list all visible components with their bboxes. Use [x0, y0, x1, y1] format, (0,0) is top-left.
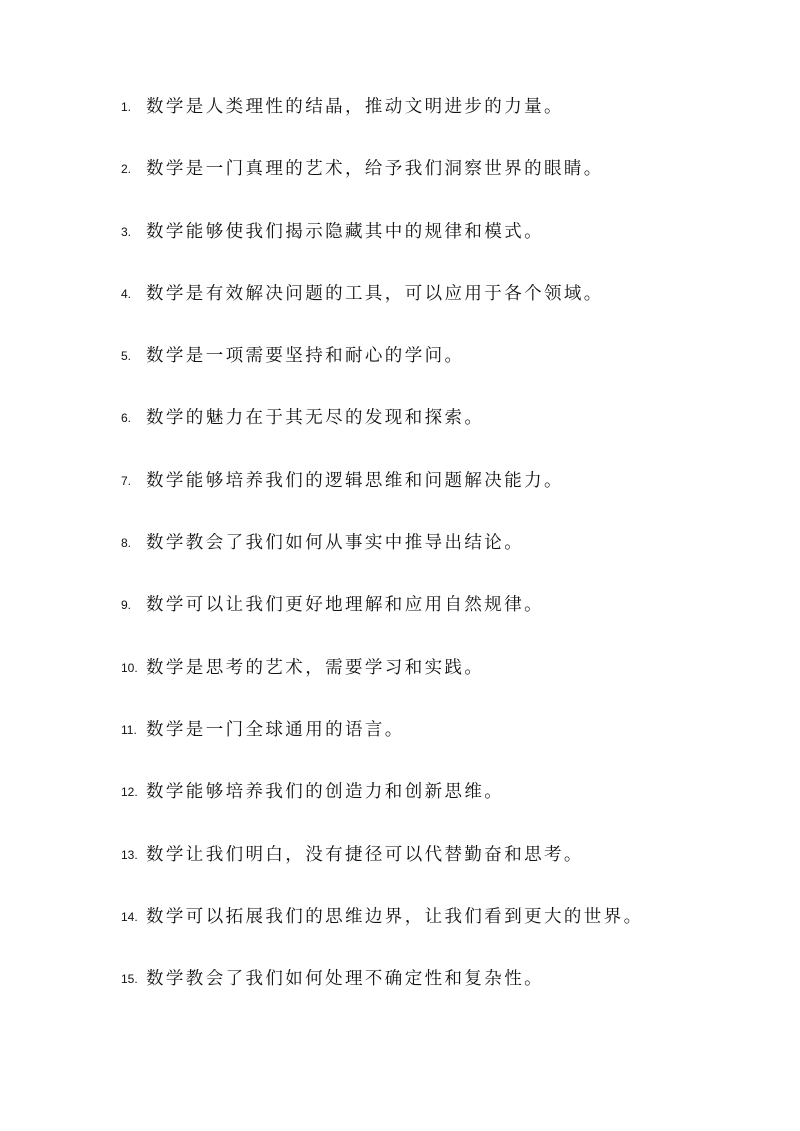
item-number: 9. [121, 598, 132, 613]
item-text: 数学是人类理性的结晶，推动文明进步的力量。 [146, 97, 564, 117]
list-item [121, 341, 781, 403]
item-text: 数学是一项需要坚持和耐心的学问。 [146, 346, 465, 367]
list-item [121, 777, 781, 839]
item-text: 数学能够培养我们的逻辑思维和问题解决能力。 [146, 470, 564, 491]
quote-list [121, 92, 781, 1026]
list-item [121, 217, 781, 279]
list-item [121, 403, 781, 465]
item-text: 数学让我们明白，没有捷径可以代替勤奋和思考。 [146, 844, 584, 865]
list-item [121, 590, 781, 652]
item-text: 数学可以让我们更好地理解和应用自然规律。 [146, 595, 544, 616]
item-number: 2. [121, 162, 132, 177]
list-item [121, 964, 781, 1026]
item-text: 数学教会了我们如何从事实中推导出结论。 [146, 533, 525, 554]
list-item [121, 279, 781, 341]
item-text: 数学的魅力在于其无尽的发现和探索。 [146, 408, 485, 429]
list-item [121, 154, 781, 216]
item-number: 7. [121, 473, 132, 488]
list-item [121, 466, 781, 528]
list-item [121, 715, 781, 777]
item-number: 5. [121, 349, 132, 364]
list-item [121, 902, 781, 964]
list-item [121, 92, 781, 154]
item-text: 数学教会了我们如何处理不确定性和复杂性。 [146, 969, 544, 990]
item-number: 13. [121, 847, 138, 862]
item-text: 数学是思考的艺术，需要学习和实践。 [146, 657, 485, 678]
item-text: 数学能够培养我们的创造力和创新思维。 [146, 782, 505, 803]
item-text: 数学能够使我们揭示隐藏其中的规律和模式。 [146, 221, 544, 242]
item-number: 14. [121, 909, 138, 924]
item-number: 12. [121, 785, 138, 800]
list-item [121, 528, 781, 590]
item-number: 10. [121, 660, 138, 675]
item-number: 11. [121, 722, 137, 737]
item-number: 15. [121, 972, 138, 987]
item-number: 4. [121, 286, 132, 301]
item-number: 3. [121, 224, 132, 239]
item-text: 数学是一门全球通用的语言。 [146, 719, 405, 740]
item-number: 1. [121, 100, 132, 114]
item-number: 6. [121, 411, 132, 426]
list-item [121, 653, 781, 715]
item-text: 数学可以拓展我们的思维边界，让我们看到更大的世界。 [146, 906, 644, 927]
list-item [121, 840, 781, 902]
item-text: 数学是一门真理的艺术，给予我们洞察世界的眼睛。 [146, 159, 604, 180]
item-text: 数学是有效解决问题的工具，可以应用于各个领域。 [146, 283, 604, 304]
item-number: 8. [121, 536, 132, 551]
